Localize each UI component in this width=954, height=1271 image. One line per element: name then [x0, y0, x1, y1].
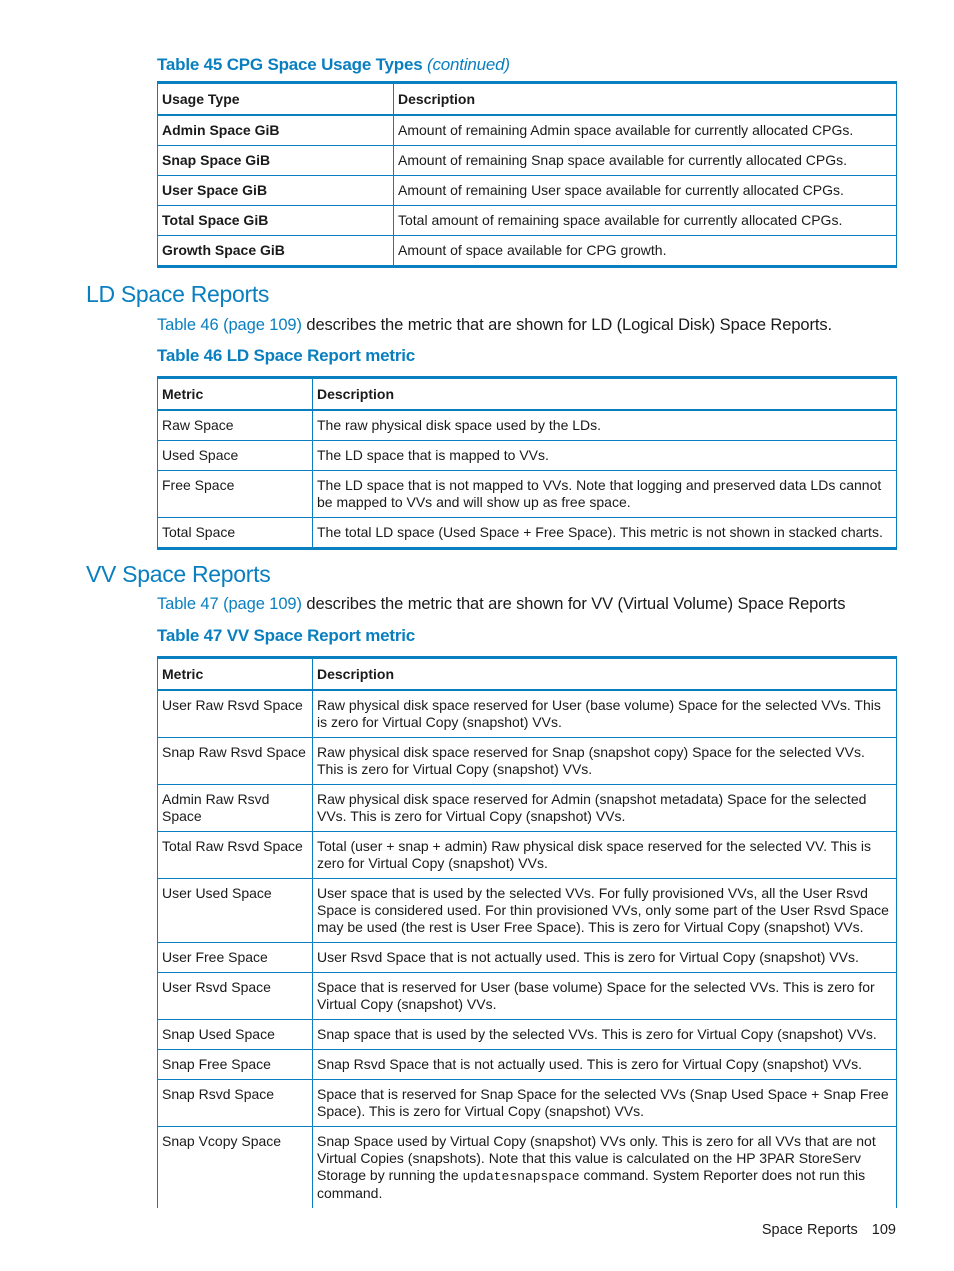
- row-term: User Raw Rsvd Space: [158, 690, 313, 738]
- row-term: Growth Space GiB: [158, 236, 394, 267]
- table-row: [158, 1127, 897, 1209]
- row-term: Total Space GiB: [158, 206, 394, 236]
- table-row: [158, 176, 897, 206]
- table-row: [158, 206, 897, 236]
- table46-crossref-link[interactable]: Table 46 (page 109): [157, 316, 302, 334]
- table46-header-row: [158, 378, 897, 411]
- row-description: Raw physical disk space reserved for User (base volume) Space for the selected VVs. This is zero for Virtual Copy (snapshot) VVs.: [313, 690, 897, 738]
- ld-section-heading: LD Space Reports: [86, 281, 270, 307]
- row-term: Snap Rsvd Space: [158, 1080, 313, 1127]
- row-term: Free Space: [158, 471, 313, 518]
- row-term: Snap Used Space: [158, 1020, 313, 1050]
- table-row: [158, 471, 897, 518]
- footer-page-number: 109: [871, 1222, 896, 1238]
- row-description: [313, 1127, 897, 1209]
- table47-header-metric: Metric: [158, 658, 313, 691]
- table45-header-row: [158, 83, 897, 116]
- table45-header-description: Description: [394, 83, 897, 116]
- ld-section-intro: [157, 316, 832, 335]
- row-term: Snap Free Space: [158, 1050, 313, 1080]
- table-row: [158, 785, 897, 832]
- table-row: [158, 738, 897, 785]
- row-term: User Rsvd Space: [158, 973, 313, 1020]
- table46-header-metric: Metric: [158, 378, 313, 411]
- row-description: Raw physical disk space reserved for Admin (snapshot metadata) Space for the selected VVs. This is zero for Virtual Copy (snapshot) VVs.: [313, 785, 897, 832]
- table-row: [158, 690, 897, 738]
- row-description: The raw physical disk space used by the LDs.: [313, 410, 897, 441]
- row-term: Admin Space GiB: [158, 115, 394, 146]
- footer-section-name: Space Reports: [761, 1222, 858, 1238]
- row-description: Raw physical disk space reserved for Snap (snapshot copy) Space for the selected VVs. This is zero for Virtual Copy (snapshot) VVs.: [313, 738, 897, 785]
- vv-section-heading: VV Space Reports: [86, 561, 271, 587]
- row-description: Amount of remaining Snap space available for currently allocated CPGs.: [394, 146, 897, 176]
- table45-caption-continued: (continued): [427, 55, 510, 74]
- table-row: [158, 879, 897, 943]
- command-name: updatesnapspace: [462, 1169, 580, 1184]
- row-description: Snap space that is used by the selected VVs. This is zero for Virtual Copy (snapshot) VVs.: [313, 1020, 897, 1050]
- table-row: [158, 518, 897, 549]
- table-row: [158, 973, 897, 1020]
- table47: [157, 656, 897, 1208]
- row-description: Space that is reserved for User (base volume) Space for the selected VVs. This is zero for Virtual Copy (snapshot) VVs.: [313, 973, 897, 1020]
- vv-intro-text: describes the metric that are shown for VV (Virtual Volume) Space Reports: [301, 595, 846, 613]
- row-term: Snap Space GiB: [158, 146, 394, 176]
- row-description-part: Snap Space used by Virtual Copy (snapshot) VVs only. This is zero for all VVs that are not Virtual Copies (snapshots). Note that this value is calculated on the HP 3PAR StoreServ Storage by running the: [317, 1133, 876, 1183]
- table-row: [158, 832, 897, 879]
- vv-section-intro: [157, 595, 845, 614]
- ld-intro-text: describes the metric that are shown for LD (Logical Disk) Space Reports.: [301, 316, 832, 334]
- row-description: The LD space that is not mapped to VVs. Note that logging and preserved data LDs cannot be mapped to VVs and will show up as free space.: [313, 471, 897, 518]
- row-term: Used Space: [158, 441, 313, 471]
- row-term: User Free Space: [158, 943, 313, 973]
- row-term: Total Space: [158, 518, 313, 549]
- page-footer: [762, 1222, 896, 1238]
- row-description: The LD space that is mapped to VVs.: [313, 441, 897, 471]
- row-term: User Space GiB: [158, 176, 394, 206]
- table-row: [158, 1020, 897, 1050]
- table47-crossref-link[interactable]: Table 47 (page 109): [157, 595, 302, 613]
- table45: [157, 81, 897, 268]
- table-row: [158, 943, 897, 973]
- row-term: Total Raw Rsvd Space: [158, 832, 313, 879]
- table45-caption-title: Table 45 CPG Space Usage Types: [157, 55, 423, 74]
- row-description: User Rsvd Space that is not actually used. This is zero for Virtual Copy (snapshot) VVs.: [313, 943, 897, 973]
- row-term: Snap Vcopy Space: [158, 1127, 313, 1209]
- row-term: User Used Space: [158, 879, 313, 943]
- row-description: User space that is used by the selected VVs. For fully provisioned VVs, all the User Rsvd Space is considered used. For thin provisioned VVs, only some part of the User Rsvd Space may be used (the rest is User Free Space). This is zero for Virtual Copy (snapshot) VVs.: [313, 879, 897, 943]
- table47-header-row: [158, 658, 897, 691]
- row-description: Total (user + snap + admin) Raw physical disk space reserved for the selected VV. This is zero for Virtual Copy (snapshot) VVs.: [313, 832, 897, 879]
- row-description: Total amount of remaining space available for currently allocated CPGs.: [394, 206, 897, 236]
- row-description-part: command. System Reporter does not run this command.: [317, 1167, 866, 1201]
- table-row: [158, 410, 897, 441]
- table47-caption: Table 47 VV Space Report metric: [157, 626, 416, 645]
- table47-header-description: Description: [313, 658, 897, 691]
- table45-caption: [157, 55, 510, 75]
- row-term: Snap Raw Rsvd Space: [158, 738, 313, 785]
- table-row: [158, 441, 897, 471]
- table-row: [158, 1050, 897, 1080]
- table46-header-description: Description: [313, 378, 897, 411]
- row-description: Snap Rsvd Space that is not actually used. This is zero for Virtual Copy (snapshot) VVs.: [313, 1050, 897, 1080]
- row-description: Space that is reserved for Snap Space for the selected VVs (Snap Used Space + Snap Free Space). This is zero for Virtual Copy (snapshot) VVs.: [313, 1080, 897, 1127]
- row-term: Admin Raw Rsvd Space: [158, 785, 313, 832]
- table-row: [158, 115, 897, 146]
- row-description: Amount of space available for CPG growth.: [394, 236, 897, 267]
- row-term: Raw Space: [158, 410, 313, 441]
- table46-caption: Table 46 LD Space Report metric: [157, 346, 416, 365]
- table-row: [158, 1080, 897, 1127]
- table45-header-usage-type: Usage Type: [158, 83, 394, 116]
- row-description: The total LD space (Used Space + Free Space). This metric is not shown in stacked charts.: [313, 518, 897, 549]
- row-description: Amount of remaining Admin space available for currently allocated CPGs.: [394, 115, 897, 146]
- table46: [157, 376, 897, 550]
- row-description: Amount of remaining User space available for currently allocated CPGs.: [394, 176, 897, 206]
- table-row: [158, 236, 897, 267]
- table-row: [158, 146, 897, 176]
